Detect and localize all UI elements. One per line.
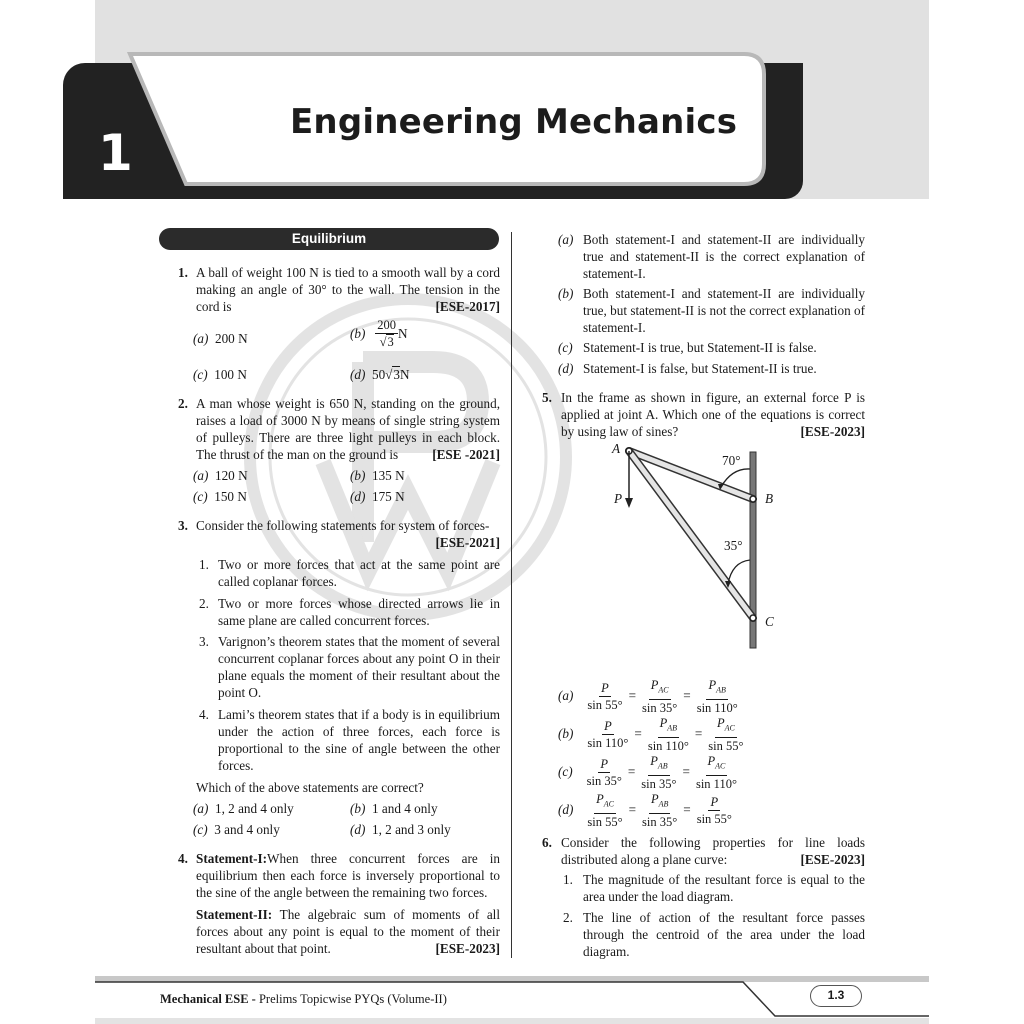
fraction: $\frac{P_{AC}}{\sin 55^\circ}$ [708,716,744,753]
q1-tag: [ESE-2017] [435,299,500,314]
q4-option-c-label[interactable]: (c) [558,340,573,355]
q5-option-label: (b) [558,726,574,742]
q4-option-a-label[interactable]: (a) [558,232,574,247]
figure-label-p: P [614,491,623,506]
q3-option-a[interactable]: (a) 1, 2 and 4 only [193,801,294,816]
chapter-number: 1 [98,124,133,182]
q2-option-c[interactable]: (c) 150 N [193,489,247,504]
q4-option-d-label[interactable]: (d) [558,361,574,376]
q2-number: 2. [178,396,188,411]
q3-option-b[interactable]: (b) 1 and 4 only [350,801,438,816]
q2-tag: [ESE -2021] [432,447,500,462]
fraction: $\frac{P}{\sin 110^\circ}$ [587,718,629,750]
figure-label-a: A [612,441,621,456]
q4-option-b[interactable]: Both statement-I and statement-II are individually true, but statement-II is not the correct explanation of statement-I. [583,286,865,335]
q3-statement-3-number: 3. [199,634,209,649]
q4-statement-1: Statement-I:When three concurrent forces are in equilibrium then each force is inversely proportional to the sine of the angle between the remaining two forces. [196,851,500,900]
q4-option-b-label[interactable]: (b) [558,286,574,301]
fraction: $\frac{P}{\sin 55^\circ}$ [587,680,623,712]
equals-sign: = [634,726,642,742]
chapter-title: Engineering Mechanics [290,102,738,142]
q2-text: A man whose weight is 650 N, standing on the ground, raises a load of 3000 N by means of single string system of pulleys. There are three light pulleys in each block. The thrust of the man on the ground is [ESE -2021] [196,396,500,462]
q1-number: 1. [178,265,188,280]
fraction: $\frac{P_{AB}}{\sin 110^\circ}$ [647,716,689,753]
q1-option-a[interactable]: (a) 200 N [193,331,248,346]
q1-option-b[interactable]: (b) $\frac{200}{√3}$ N [350,318,408,349]
q3-statement-4: Lami’s theorem states that if a body is in equilibrium under the action of three forces, each force is proportional to the sine of angle between the other forces. [218,707,500,773]
footer-book-title: Mechanical ESE - Prelims Topicwise PYQs (Volume-II) [160,992,447,1006]
fraction: $\frac{P_{AB}}{\sin 110^\circ}$ [696,678,738,715]
q1-option-d[interactable]: (d) 50√3N [350,367,410,382]
q4-tag: [ESE-2023] [435,941,500,956]
q1-option-c[interactable]: (c) 100 N [193,367,247,382]
frame-figure [600,438,790,650]
q1-text: A ball of weight 100 N is tied to a smooth wall by a cord making an angle of 30° to the wall. The tension in the cord is [ESE-2017] [196,265,500,314]
q6-tag: [ESE-2023] [800,852,865,867]
figure-label-b: B [765,491,774,506]
q3-number: 3. [178,518,188,533]
q3-statement-3: Varignon’s theorem states that the moment of several concurrent coplanar forces about any point O in their plane equals the moment of their resultant about the point O. [218,634,500,700]
q3-tag: [ESE-2021] [435,535,500,550]
q5-option-d[interactable] [558,792,734,829]
equals-sign: = [628,688,637,704]
equals-sign: = [694,726,703,742]
q5-tag: [ESE-2023] [800,424,865,439]
q3-statement-2-number: 2. [199,596,209,611]
q5-option-a[interactable] [558,678,740,715]
q3-question: Which of the above statements are correct? [196,780,424,795]
q3-statement-4-number: 4. [199,707,209,722]
q2-option-b[interactable]: (b) 135 N [350,468,405,483]
equals-sign: = [683,688,691,704]
q6-text: Consider the following properties for line loads distributed along a plane curve: [ESE-2023] [561,835,865,867]
q6-statement-2-number: 2. [563,910,573,925]
q4-option-d[interactable]: Statement-I is false, but Statement-II is true. [583,361,817,376]
q3-statement-1: Two or more forces that act at the same point are called coplanar forces. [218,557,500,589]
q3-statement-1-number: 1. [199,557,209,572]
q5-number: 5. [542,390,552,405]
fraction: $\frac{P}{\sin 55^\circ}$ [696,794,732,826]
fraction: $\frac{P_{AC}}{\sin 55^\circ}$ [587,792,623,829]
figure-label-c: C [765,614,774,629]
q5-option-c[interactable] [558,754,739,791]
fraction: $\frac{P_{AC}}{\sin 35^\circ}$ [642,678,678,715]
q5-text: In the frame as shown in figure, an external force P is applied at joint A. Which one of the equations is correct by using law of sines? [ESE-2023] [561,390,865,439]
q6-statement-2: The line of action of the resultant force passes through the centroid of the area under the load diagram. [583,910,865,959]
figure-angle-70: 70° [722,453,741,468]
section-heading: Equilibrium [159,228,499,250]
q5-option-label: (c) [558,764,573,780]
q3-option-c[interactable]: (c) 3 and 4 only [193,822,280,837]
q2-option-a[interactable]: (a) 120 N [193,468,248,483]
q4-statement-2: Statement-II: The algebraic sum of moments of all forces about any point is equal to the moment of their resultant about that point. [ESE-2023] [196,907,501,956]
fraction: $\frac{P}{\sin 35^\circ}$ [586,756,622,788]
q5-option-label: (a) [558,688,574,704]
page-number: 1.3 [810,985,862,1007]
equals-sign: = [627,764,636,780]
q4-number: 4. [178,851,188,866]
figure-angle-35: 35° [724,538,743,553]
q6-statement-1-number: 1. [563,872,573,887]
q4-option-a[interactable]: Both statement-I and statement-II are individually true and statement-II is the correct explanation of statement-I. [583,232,865,281]
q3-statement-2: Two or more forces whose directed arrows lie in same plane are called concurrent forces. [218,596,500,628]
fraction: $\frac{P_{AB}}{\sin 35^\circ}$ [642,792,678,829]
fraction: $\frac{P_{AC}}{\sin 110^\circ}$ [695,754,737,791]
equals-sign: = [683,802,691,818]
q5-option-b[interactable] [558,716,745,753]
equals-sign: = [628,802,637,818]
q5-option-label: (d) [558,802,574,818]
column-divider [511,232,512,958]
q3-option-d[interactable]: (d) 1, 2 and 3 only [350,822,451,837]
q3-text: Consider the following statements for system of forces- [ESE-2021] [196,518,500,550]
equals-sign: = [682,764,690,780]
q4-option-c[interactable]: Statement-I is true, but Statement-II is false. [583,340,817,355]
q6-statement-1: The magnitude of the resultant force is equal to the area under the load diagram. [583,872,865,904]
fraction: $\frac{P_{AB}}{\sin 35^\circ}$ [641,754,677,791]
q2-option-d[interactable]: (d) 175 N [350,489,405,504]
q6-number: 6. [542,835,552,850]
